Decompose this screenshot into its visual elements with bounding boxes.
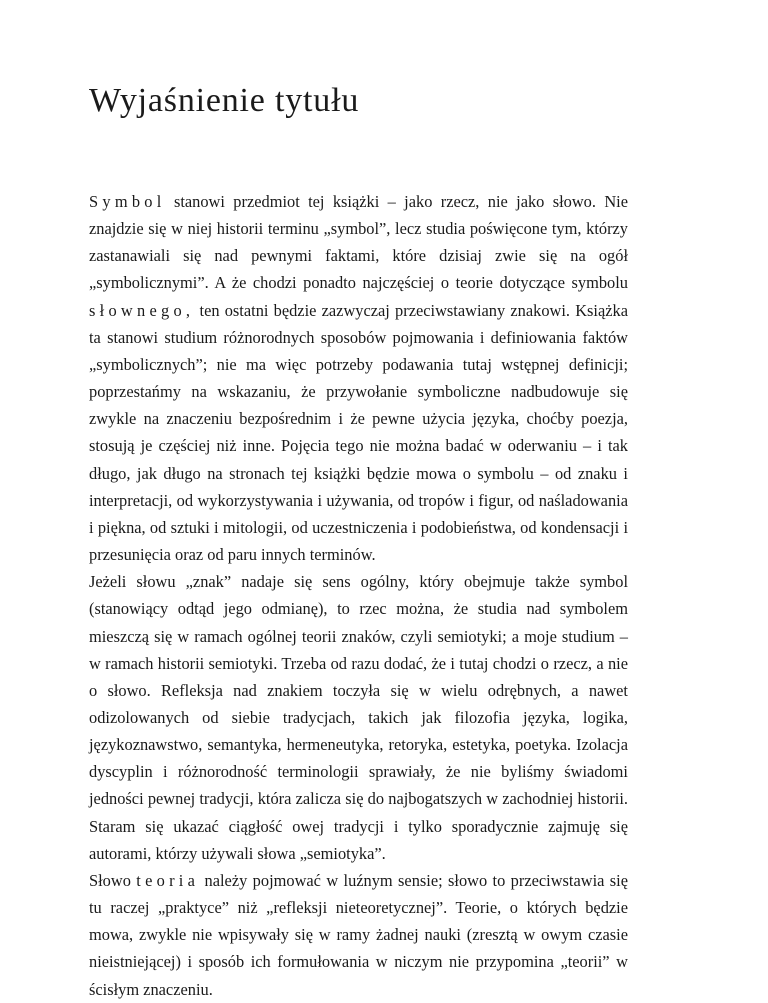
paragraph-2 <box>89 568 628 867</box>
emphasis-teoria: teoria <box>136 870 200 890</box>
paragraph-text: należy pojmować w luźnym sensie; słowo to przeciwstawia się tu raczej „praktyce” niż „refleksji nieteoretycznej”. Teorie, o których będzie mowa, zwykle nie wpisywały się w ramy żadnej nauki (zresztą w owym czasie nieistniejącej) i sposób ich formułowania w niczym nie przypomina „teorii” w ścisłym znaczeniu. <box>89 870 628 999</box>
paragraph-3 <box>89 867 628 1003</box>
paragraph-1 <box>89 188 628 568</box>
chapter-body <box>89 188 628 1003</box>
paragraph-text: Jeżeli słowu „znak” nadaje się sens ogólny, który obejmuje także symbol (stanowiący odtąd jego odmianę), to rzec można, że studia nad symbolem mieszczą się w ramach ogólnej teorii znaków, czyli semiotyki; a moje studium – w ramach historii semiotyki. Trzeba od razu dodać, że i tutaj chodzi o rzecz, a nie o słowo. Refleksja nad znakiem toczyła się w wielu odrębnych, a nawet odizolowanych od siebie tradycjach, takich jak filozofia języka, logika, językoznawstwo, semantyka, hermeneutyka, retoryka, estetyka, poetyka. Izolacja dyscyplin i różnorodność terminologii sprawiały, że nie byliśmy świadomi jedności pewnej tradycji, która zalicza się do najbogatszych w zachodniej historii. Staram się ukazać ciągłość owej tradycji i tylko sporadycznie zajmuję się autorami, którzy używali słowa „semiotyka”. <box>89 572 628 863</box>
emphasis-symbol: Symbol <box>89 192 166 211</box>
chapter-title: Wyjaśnienie tytułu <box>89 82 360 119</box>
paragraph-text: stanowi przedmiot tej książki – jako rzecz, nie jako słowo. Nie znajdzie się w niej historii terminu „symbol”, lecz studia poświęcone tym, którzy zastanawiali się nad pewnymi faktami, które dzisiaj zwie się na ogół „symbolicznymi”. A że chodzi ponadto najczęściej o teorie dotyczące symbolu <box>89 192 628 293</box>
paragraph-text: ten ostatni będzie zazwyczaj przeciwstawiany znakowi. Książka ta stanowi studium różnorodnych sposobów pojmowania i definiowania faktów „symbolicznych”; nie ma więc potrzeby podawania tutaj wstępnej definicji; poprzestańmy na wskazaniu, że przywołanie symboliczne nadbudowuje się zwykle na znaczeniu bezpośrednim i że pewne użycia języka, choćby poezja, stosują je częściej niż inne. Pojęcia tego nie można badać w oderwaniu – i tak długo, jak długo na stronach tej książki będzie mowa o symbolu – od znaku i interpretacji, od wykorzystywania i używania, od tropów i figur, od naśladowania i piękna, od sztuki i mitologii, od uczestniczenia i podobieństwa, od kondensacji i przesunięcia oraz od paru innych terminów. <box>89 300 628 565</box>
paragraph-text: Słowo <box>89 870 137 890</box>
emphasis-slownego: słownego, <box>89 300 195 320</box>
